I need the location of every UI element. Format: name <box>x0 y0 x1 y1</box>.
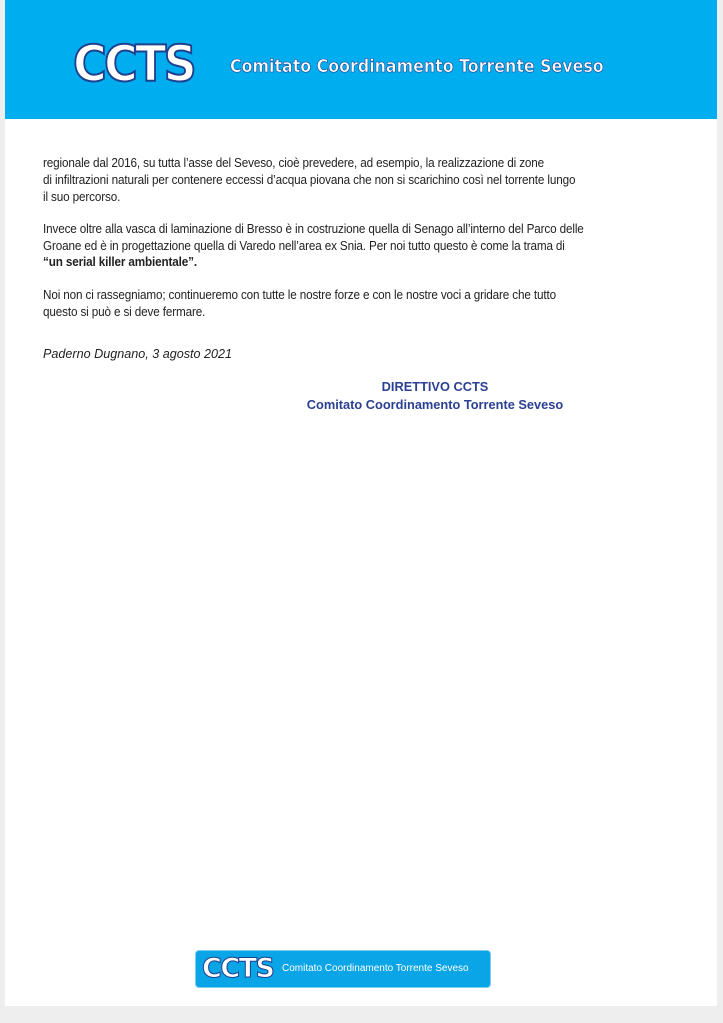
letter-body <box>43 155 624 336</box>
paragraph-3 <box>43 287 624 321</box>
footer-logo <box>195 950 491 988</box>
footer-logo-mark: CCTS <box>202 953 274 984</box>
text-line: Groane ed è in progettazione quella di Varedo nell’area ex Snia. Per noi tutto questo è come la trama di <box>43 238 565 253</box>
bold-quote: “un serial killer ambientale”. <box>43 255 198 270</box>
footer-org-name: Comitato Coordinamento Torrente Seveso <box>282 963 469 974</box>
ccts-logo: CCTS <box>73 35 194 93</box>
text-line: Invece oltre alla vasca di laminazione di Bresso è in costruzione quella di Senago all’interno del Parco delle <box>43 221 584 236</box>
paragraph-1 <box>43 155 624 205</box>
text-line: Noi non ci rassegniamo; continueremo con tutte le nostre forze e con le nostre voci a gridare che tutto <box>43 287 556 302</box>
letterhead-banner <box>5 0 717 119</box>
paragraph-2 <box>43 221 624 271</box>
signature-line-1: DIRETTIVO CCTS <box>381 379 489 394</box>
place-date: Paderno Dugnano, 3 agosto 2021 <box>43 347 233 361</box>
document-page <box>5 0 717 1006</box>
text-line: regionale dal 2016, su tutta l’asse del Seveso, cioè prevedere, ad esempio, la realizzazione di zone <box>43 156 545 170</box>
org-name: Comitato Coordinamento Torrente Seveso <box>230 56 604 77</box>
text-line: di infiltrazioni naturali per contenere eccessi d’acqua piovana che non si scarichino così nel torrente lungo <box>43 172 576 187</box>
text-line: questo si può e si deve fermare. <box>43 304 206 319</box>
signature-line-2: Comitato Coordinamento Torrente Seveso <box>306 397 564 412</box>
text-line: il suo percorso. <box>43 189 121 204</box>
